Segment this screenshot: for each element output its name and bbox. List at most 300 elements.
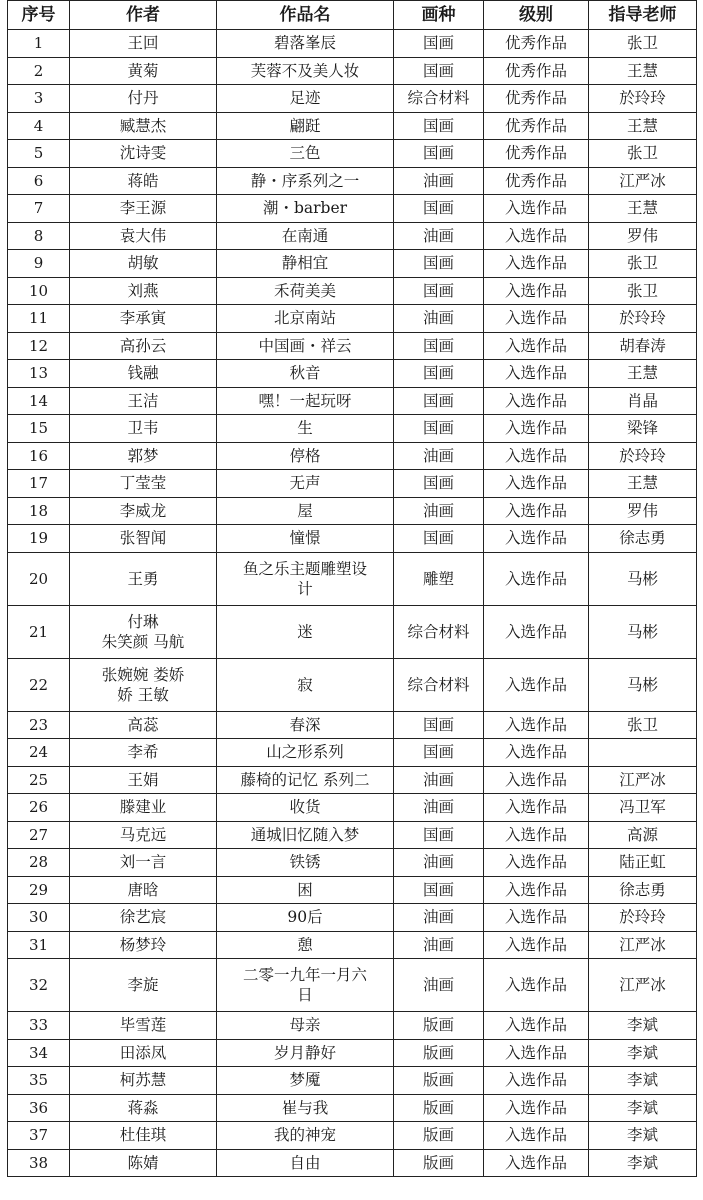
cell-advisor <box>589 360 697 388</box>
cell-title <box>217 167 394 195</box>
cell-index <box>8 305 70 333</box>
cell-title-text: 困 <box>297 880 313 899</box>
cell-index <box>8 959 70 1012</box>
cell-level-text: 入选作品 <box>504 1043 567 1062</box>
table-row <box>8 1039 697 1067</box>
cell-advisor-text: 王慧 <box>626 474 658 493</box>
cell-level <box>484 739 589 767</box>
cell-level-text: 入选作品 <box>504 1016 567 1035</box>
cell-author <box>70 387 217 415</box>
cell-advisor-text: 梁锋 <box>626 419 658 438</box>
cell-index-text: 34 <box>28 1043 49 1062</box>
header-index: 序号 <box>8 1 70 30</box>
cell-title <box>217 387 394 415</box>
cell-index-text: 31 <box>28 935 49 954</box>
cell-index-text: 32 <box>28 976 49 994</box>
cell-level <box>484 821 589 849</box>
cell-medium <box>394 195 484 223</box>
cell-medium <box>394 849 484 877</box>
cell-advisor-text: 罗伟 <box>626 226 658 245</box>
cell-author-text: 马克远 <box>119 825 167 844</box>
cell-author-text: 李威龙 <box>119 501 167 520</box>
cell-index-text: 14 <box>28 391 49 410</box>
cell-advisor <box>589 57 697 85</box>
cell-level-text: 入选作品 <box>504 1153 567 1172</box>
table-row <box>8 552 697 605</box>
cell-author <box>70 658 217 711</box>
cell-level <box>484 525 589 553</box>
cell-author <box>70 57 217 85</box>
cell-title <box>217 1012 394 1040</box>
cell-author <box>70 904 217 932</box>
cell-author-text: 刘一言 <box>119 853 167 872</box>
cell-author-text: 王洁 <box>127 391 159 410</box>
cell-level-text: 入选作品 <box>504 675 567 694</box>
cell-advisor-text: 李斌 <box>626 1071 658 1090</box>
cell-level <box>484 876 589 904</box>
cell-level-text: 入选作品 <box>504 908 567 927</box>
cell-level-text: 入选作品 <box>504 770 567 789</box>
cell-medium <box>394 931 484 959</box>
cell-index <box>8 552 70 605</box>
cell-medium <box>394 332 484 360</box>
cell-advisor-text: 王慧 <box>626 364 658 383</box>
cell-advisor-text: 肖晶 <box>626 391 658 410</box>
table-row <box>8 766 697 794</box>
cell-title <box>217 525 394 553</box>
cell-title-text: 在南通 <box>281 226 329 245</box>
table-row <box>8 876 697 904</box>
cell-medium-text: 国画 <box>422 474 454 493</box>
cell-medium-text: 油画 <box>422 798 454 817</box>
cell-index-text: 1 <box>33 34 44 53</box>
cell-medium <box>394 1067 484 1095</box>
cell-author <box>70 497 217 525</box>
cell-level-text: 优秀作品 <box>504 144 567 163</box>
cell-index-text: 7 <box>33 199 44 218</box>
cell-title-text: 二零一九年一月六 日 <box>242 966 367 1004</box>
cell-index-text: 12 <box>28 336 49 355</box>
cell-index-text: 33 <box>28 1016 49 1035</box>
cell-index <box>8 605 70 658</box>
cell-medium-text: 国画 <box>422 419 454 438</box>
cell-level <box>484 658 589 711</box>
cell-level-text: 入选作品 <box>504 281 567 300</box>
cell-title-text: 寂 <box>297 675 313 694</box>
cell-advisor <box>589 332 697 360</box>
cell-author-text: 毕雪莲 <box>119 1016 167 1035</box>
cell-advisor <box>589 387 697 415</box>
cell-author <box>70 849 217 877</box>
cell-index-text: 5 <box>33 144 44 163</box>
cell-level-text: 入选作品 <box>504 1071 567 1090</box>
cell-level-text: 入选作品 <box>504 336 567 355</box>
cell-author-text: 黄菊 <box>127 61 159 80</box>
cell-medium-text: 国画 <box>422 281 454 300</box>
cell-title <box>217 415 394 443</box>
cell-advisor-text: 罗伟 <box>626 501 658 520</box>
cell-medium <box>394 1039 484 1067</box>
cell-author <box>70 739 217 767</box>
cell-author-text: 杜佳琪 <box>119 1126 167 1145</box>
table-row <box>8 525 697 553</box>
cell-medium-text: 国画 <box>422 364 454 383</box>
cell-index <box>8 904 70 932</box>
cell-medium-text: 国画 <box>422 116 454 135</box>
cell-level <box>484 849 589 877</box>
cell-advisor-text: 徐志勇 <box>619 529 666 548</box>
cell-advisor <box>589 605 697 658</box>
cell-index <box>8 711 70 739</box>
cell-medium-text: 国画 <box>422 34 454 53</box>
cell-medium <box>394 415 484 443</box>
cell-title-text: 鱼之乐主题雕塑设 计 <box>242 559 367 598</box>
table-row <box>8 387 697 415</box>
cell-medium <box>394 794 484 822</box>
cell-level <box>484 794 589 822</box>
cell-index <box>8 277 70 305</box>
cell-title-text: 碧落峯辰 <box>273 34 336 53</box>
cell-advisor-text: 高源 <box>626 825 658 844</box>
cell-advisor-text: 王慧 <box>626 61 658 80</box>
cell-medium-text: 版画 <box>422 1071 454 1090</box>
cell-level <box>484 57 589 85</box>
cell-index-text: 19 <box>28 529 49 548</box>
cell-medium-text: 油画 <box>422 935 454 954</box>
cell-author <box>70 552 217 605</box>
cell-medium <box>394 766 484 794</box>
cell-index-text: 15 <box>28 419 49 438</box>
cell-author-text: 丁莹莹 <box>119 474 167 493</box>
cell-medium <box>394 140 484 168</box>
cell-author-text: 沈诗雯 <box>119 144 167 163</box>
cell-medium <box>394 360 484 388</box>
cell-medium-text: 国画 <box>422 880 454 899</box>
cell-title <box>217 1039 394 1067</box>
cell-author <box>70 250 217 278</box>
cell-advisor-text: 於玲玲 <box>619 89 666 108</box>
cell-medium <box>394 1012 484 1040</box>
cell-medium-text: 版画 <box>422 1098 454 1117</box>
cell-level <box>484 1067 589 1095</box>
cell-level-text: 优秀作品 <box>504 116 567 135</box>
cell-title-text: 母亲 <box>289 1016 321 1035</box>
cell-medium <box>394 112 484 140</box>
cell-medium-text: 版画 <box>422 1126 454 1145</box>
cell-title-text: 足迹 <box>289 89 321 108</box>
cell-level <box>484 1012 589 1040</box>
cell-medium <box>394 387 484 415</box>
cell-level <box>484 195 589 223</box>
cell-index-text: 21 <box>28 622 49 641</box>
cell-title-text: 三色 <box>289 144 321 163</box>
document-page <box>7 0 696 1196</box>
cell-author <box>70 140 217 168</box>
cell-level <box>484 711 589 739</box>
table-row <box>8 1067 697 1095</box>
cell-medium <box>394 605 484 658</box>
cell-author-text: 田添凤 <box>119 1043 167 1062</box>
cell-advisor-text: 江严冰 <box>619 935 666 954</box>
table-row <box>8 1149 697 1177</box>
cell-advisor <box>589 305 697 333</box>
cell-level <box>484 1122 589 1150</box>
cell-advisor <box>589 904 697 932</box>
table-row <box>8 1122 697 1150</box>
cell-level-text: 入选作品 <box>504 825 567 844</box>
cell-advisor-text: 张卫 <box>626 281 658 300</box>
cell-medium-text: 国画 <box>422 144 454 163</box>
cell-author-text: 张智闻 <box>119 529 167 548</box>
cell-advisor <box>589 711 697 739</box>
cell-advisor <box>589 250 697 278</box>
cell-level <box>484 167 589 195</box>
cell-medium-text: 国画 <box>422 743 454 762</box>
cell-advisor-text: 张卫 <box>626 144 658 163</box>
cell-level-text: 入选作品 <box>504 199 567 218</box>
cell-advisor <box>589 1012 697 1040</box>
cell-title <box>217 57 394 85</box>
cell-index-text: 13 <box>28 364 49 383</box>
header-advisor: 指导老师 <box>589 1 697 30</box>
cell-advisor <box>589 1067 697 1095</box>
cell-author-text: 高孙云 <box>119 336 167 355</box>
cell-title-text: 屋 <box>297 501 313 520</box>
cell-title-text: 自由 <box>289 1153 321 1172</box>
cell-title-text: 岁月静好 <box>273 1043 336 1062</box>
cell-author-text: 唐晗 <box>127 880 159 899</box>
cell-index <box>8 525 70 553</box>
cell-advisor-text: 马彬 <box>626 622 658 641</box>
cell-level-text: 入选作品 <box>504 880 567 899</box>
cell-level <box>484 305 589 333</box>
cell-advisor-text: 李斌 <box>626 1126 658 1145</box>
cell-title <box>217 222 394 250</box>
cell-advisor-text: 冯卫军 <box>619 798 666 817</box>
cell-index <box>8 1012 70 1040</box>
cell-author-text: 滕建业 <box>119 798 167 817</box>
cell-author <box>70 931 217 959</box>
cell-level <box>484 277 589 305</box>
cell-level <box>484 1149 589 1177</box>
cell-advisor <box>589 552 697 605</box>
table-row <box>8 112 697 140</box>
cell-author <box>70 959 217 1012</box>
cell-title-text: 禾荷美美 <box>273 281 336 300</box>
cell-title-text: 春深 <box>289 715 321 734</box>
cell-index <box>8 387 70 415</box>
cell-title-text: 秋音 <box>289 364 321 383</box>
cell-title-text: 收货 <box>289 798 321 817</box>
table-body <box>8 30 697 1177</box>
cell-medium-text: 油画 <box>422 908 454 927</box>
header-title: 作品名 <box>217 1 394 30</box>
cell-level-text: 入选作品 <box>504 446 567 465</box>
cell-medium <box>394 442 484 470</box>
cell-index-text: 25 <box>28 770 49 789</box>
table-row <box>8 711 697 739</box>
cell-title <box>217 794 394 822</box>
cell-title-text: 通城旧忆随入梦 <box>250 825 360 844</box>
cell-index <box>8 1094 70 1122</box>
works-table <box>7 0 697 1177</box>
cell-medium-text: 版画 <box>422 1043 454 1062</box>
cell-advisor <box>589 497 697 525</box>
cell-advisor <box>589 470 697 498</box>
table-row <box>8 250 697 278</box>
cell-index <box>8 250 70 278</box>
cell-author <box>70 442 217 470</box>
cell-medium-text: 油画 <box>422 226 454 245</box>
table-row <box>8 167 697 195</box>
cell-advisor-text: 陆正虹 <box>619 853 666 872</box>
cell-level <box>484 931 589 959</box>
cell-author-text: 杨梦玲 <box>119 935 167 954</box>
cell-index-text: 22 <box>28 675 49 694</box>
table-row <box>8 931 697 959</box>
cell-index-text: 38 <box>28 1153 49 1172</box>
cell-index <box>8 332 70 360</box>
cell-index-text: 4 <box>33 116 44 135</box>
cell-title-text: 嘿！一起玩呀 <box>258 391 352 410</box>
cell-medium-text: 油画 <box>422 446 454 465</box>
cell-level <box>484 112 589 140</box>
cell-index <box>8 658 70 711</box>
cell-medium-text: 综合材料 <box>407 622 470 641</box>
table-row <box>8 195 697 223</box>
cell-advisor-text: 李斌 <box>626 1043 658 1062</box>
cell-medium <box>394 167 484 195</box>
cell-medium <box>394 497 484 525</box>
cell-level-text: 入选作品 <box>504 976 567 994</box>
table-row <box>8 442 697 470</box>
cell-medium <box>394 1094 484 1122</box>
cell-medium-text: 国画 <box>422 61 454 80</box>
cell-title <box>217 195 394 223</box>
cell-title-text: 铁锈 <box>289 853 321 872</box>
cell-medium <box>394 1122 484 1150</box>
table-row <box>8 57 697 85</box>
cell-medium-text: 综合材料 <box>407 675 470 694</box>
cell-level-text: 入选作品 <box>504 254 567 273</box>
cell-level-text: 入选作品 <box>504 391 567 410</box>
table-row <box>8 821 697 849</box>
cell-title <box>217 739 394 767</box>
cell-title-text: 静相宜 <box>281 254 329 273</box>
cell-medium <box>394 305 484 333</box>
cell-medium-text: 油画 <box>422 309 454 328</box>
cell-author-text: 臧慧杰 <box>119 116 167 135</box>
cell-level <box>484 605 589 658</box>
cell-title <box>217 876 394 904</box>
cell-index-text: 24 <box>28 743 49 762</box>
cell-title <box>217 931 394 959</box>
cell-advisor-text: 江严冰 <box>619 171 666 190</box>
cell-author <box>70 766 217 794</box>
cell-title-text: 憩 <box>297 935 313 954</box>
cell-index <box>8 167 70 195</box>
table-row <box>8 497 697 525</box>
cell-advisor-text: 江严冰 <box>619 976 666 994</box>
cell-medium <box>394 277 484 305</box>
cell-title-text: 90后 <box>287 908 323 927</box>
cell-advisor <box>589 277 697 305</box>
cell-index-text: 36 <box>28 1098 49 1117</box>
cell-author-text: 张婉婉 娄娇 娇 王敏 <box>101 665 185 704</box>
cell-level <box>484 140 589 168</box>
cell-index-text: 10 <box>28 281 49 300</box>
cell-author <box>70 195 217 223</box>
cell-author <box>70 1094 217 1122</box>
cell-title-text: 迷 <box>297 622 313 641</box>
cell-author <box>70 1067 217 1095</box>
cell-author <box>70 821 217 849</box>
cell-title-text: 无声 <box>289 474 321 493</box>
cell-author <box>70 167 217 195</box>
table-row <box>8 849 697 877</box>
cell-index <box>8 1149 70 1177</box>
cell-advisor-text: 李斌 <box>626 1016 658 1035</box>
cell-index-text: 37 <box>28 1126 49 1145</box>
cell-index <box>8 821 70 849</box>
cell-advisor-text: 於玲玲 <box>619 908 666 927</box>
cell-medium-text: 油画 <box>422 976 454 994</box>
cell-medium <box>394 1149 484 1177</box>
cell-level <box>484 1039 589 1067</box>
cell-title-text: 山之形系列 <box>266 743 344 762</box>
cell-title <box>217 332 394 360</box>
cell-medium-text: 版画 <box>422 1153 454 1172</box>
cell-author <box>70 1149 217 1177</box>
cell-index-text: 9 <box>33 254 44 273</box>
cell-level-text: 入选作品 <box>504 715 567 734</box>
table-row <box>8 739 697 767</box>
cell-level <box>484 904 589 932</box>
cell-advisor-text: 张卫 <box>626 715 658 734</box>
cell-level <box>484 959 589 1012</box>
cell-advisor <box>589 658 697 711</box>
cell-index-text: 18 <box>28 501 49 520</box>
cell-medium-text: 油画 <box>422 171 454 190</box>
cell-advisor <box>589 959 697 1012</box>
cell-level-text: 入选作品 <box>504 798 567 817</box>
cell-index <box>8 766 70 794</box>
cell-medium-text: 国画 <box>422 529 454 548</box>
cell-advisor <box>589 222 697 250</box>
cell-level <box>484 766 589 794</box>
cell-title <box>217 959 394 1012</box>
table-row <box>8 794 697 822</box>
cell-index-text: 23 <box>28 715 49 734</box>
cell-author-text: 钱融 <box>127 364 159 383</box>
cell-index-text: 6 <box>33 171 44 190</box>
cell-advisor <box>589 140 697 168</box>
cell-advisor-text: 张卫 <box>626 254 658 273</box>
cell-index-text: 2 <box>33 61 44 80</box>
cell-advisor <box>589 167 697 195</box>
cell-advisor <box>589 876 697 904</box>
cell-author-text: 蒋淼 <box>127 1098 159 1117</box>
cell-level-text: 入选作品 <box>504 309 567 328</box>
cell-title-text: 北京南站 <box>273 309 336 328</box>
cell-index <box>8 739 70 767</box>
table-row <box>8 277 697 305</box>
cell-index <box>8 497 70 525</box>
cell-advisor-text: 於玲玲 <box>619 309 666 328</box>
cell-title <box>217 904 394 932</box>
cell-level <box>484 360 589 388</box>
cell-advisor-text: 李斌 <box>626 1098 658 1117</box>
